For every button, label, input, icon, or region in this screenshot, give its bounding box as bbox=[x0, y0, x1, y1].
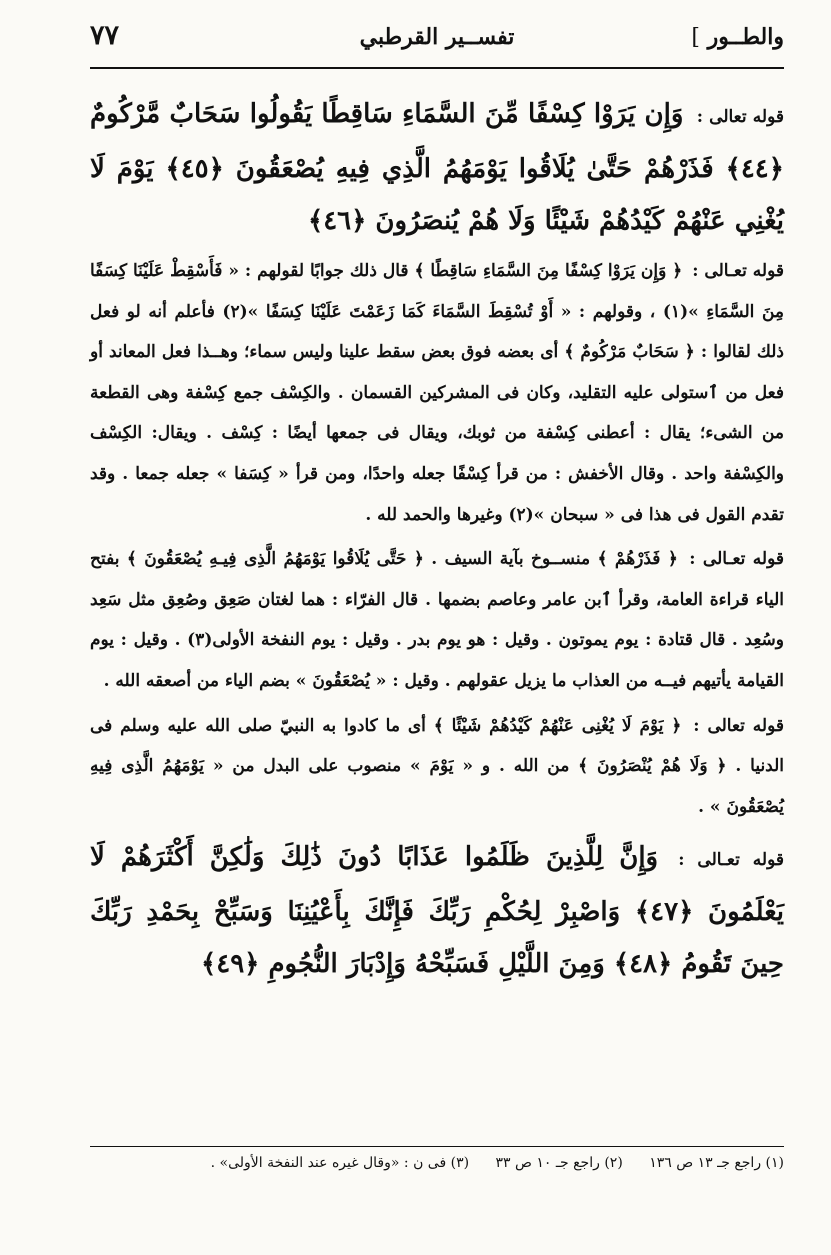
verse-lead: قوله تعالى : bbox=[696, 107, 784, 127]
commentary-text: ﴿ يَوْمَ لَا يُغْنِى عَنْهُمْ كَيْدُهُمْ شَيْئًا ﴾ أى ما كادوا به النبيّ صلى الله عليه وسلم فى الدنيا . ﴿ وَلَا هُمْ يُنْصَرُونَ ﴾ من الله . و « يَوْمَ » منصوب على البدل من « يَوْمَهُمُ الَّذِى فِيهِ يُصْعَقُونَ » . bbox=[90, 715, 785, 817]
commentary-paragraph-3 bbox=[90, 706, 784, 828]
page-number: ٧٧ bbox=[90, 20, 120, 51]
header-divider bbox=[90, 67, 784, 69]
commentary-paragraph-1 bbox=[90, 251, 784, 535]
footnote-2: (٢) راجع جـ ١٠ ص ٣٣ bbox=[495, 1155, 623, 1171]
commentary-lead: قوله تعـالى : bbox=[692, 261, 785, 281]
commentary-paragraph-2 bbox=[90, 539, 784, 701]
verse-text: وَإِن يَرَوْا كِسْفًا مِّنَ السَّمَاءِ سَاقِطًا يَقُولُوا سَحَابٌ مَّرْكُومٌ ﴿٤٤﴾ فَذَرْهُمْ حَتَّىٰ يُلَاقُوا يَوْمَهُمُ الَّذِي فِيهِ يُصْعَقُونَ ﴿٤٥﴾ يَوْمَ لَا يُغْنِي عَنْهُمْ كَيْدُهُمْ شَيْئًا وَلَا هُمْ يُنصَرُونَ ﴿٤٦﴾ bbox=[90, 99, 784, 236]
verse-lead: قوله تعـالى : bbox=[678, 850, 784, 871]
commentary-text: ﴿ فَذَرْهُمْ ﴾ منســوخ بآية السيف . ﴿ حَتَّى يُلَاقُوا يَوْمَهُمُ الَّذِى فِيـهِ يُصْعَقُونَ ﴾ بفتح الياء قراءة العامة، وقرأ ٱبن عامر وعاصم بضمها . قال الفرّاء : هما لغتان صَعِق وصُعِق مثل سَعِد وسُعِد . قال قتادة : يوم يموتون . وقيل : هو يوم بدر . وقيل : يوم النفخة الأولى(٣) . وقيل : يوم القيامة يأتيهم فيــه من العذاب ما يزيل عقولهم . وقيل : « يُصْعَقُونَ » بضم الياء من أصعقه الله . bbox=[90, 549, 784, 691]
page-header bbox=[90, 14, 784, 66]
verse-text: وَإِنَّ لِلَّذِينَ ظَلَمُوا عَذَابًا دُونَ ذَٰلِكَ وَلَٰكِنَّ أَكْثَرَهُمْ لَا يَعْلَمُونَ ﴿٤٧﴾ وَاصْبِرْ لِحُكْمِ رَبِّكَ فَإِنَّكَ بِأَعْيُنِنَا وَسَبِّحْ بِحَمْدِ رَبِّكَ حِينَ تَقُومُ ﴿٤٨﴾ وَمِنَ اللَّيْلِ فَسَبِّحْهُ وَإِدْبَارَ النُّجُومِ ﴿٤٩﴾ bbox=[90, 842, 784, 980]
book-title: تفســير القرطبي bbox=[359, 24, 515, 50]
running-title-bracket: ] bbox=[691, 25, 700, 50]
commentary-lead: قوله تعـالى : bbox=[689, 549, 784, 570]
footnotes bbox=[90, 1152, 784, 1174]
page-body bbox=[90, 88, 784, 994]
footnote-divider bbox=[90, 1146, 784, 1147]
footnote-1: (١) راجع جـ ١٣ ص ١٣٦ bbox=[649, 1155, 784, 1171]
commentary-lead: قوله تعالى : bbox=[693, 715, 784, 736]
quran-verse-block-1 bbox=[90, 88, 784, 247]
footnote-3: (٣) فى ن : «وقال غيره عند النفخة الأولى» . bbox=[210, 1155, 470, 1171]
quran-verse-block-2 bbox=[90, 831, 784, 990]
commentary-text: ﴿ وَإِن يَرَوْا كِسْفًا مِنَ السَّمَاءِ سَاقِطًا ﴾ قال ذلك جوابًا لقولهم : « فَأَسْقِطْ عَلَيْنَا كِسَفًا مِنَ السَّمَاءِ »(١) ، وقولهم : « أَوْ تُسْقِطَ السَّمَاءَ كَمَا زَعَمْتَ عَلَيْنَا كِسَفًا »(٢) فأعلم أنه لو فعل ذلك لقالوا : ﴿ سَحَابٌ مَرْكُومٌ ﴾ أى بعضه فوق بعض سقط علينا وليس سماء؛ وهــذا فعل المعاند أو فعل من ٱستولى عليه التقليد، وكان فى المشركين القسمان . والكِسْف جمع كِسْفة وهى القطعة من الشىء؛ يقال : أعطنى كِسْفة من ثوبك، ويقال فى جمعها أيضًا : كِسْف . ويقال: الكِسْف والكِسْفة واحد . وقال الأخفش : من قرأ كِسْفًا جعله واحدًا، ومن قرأ « كِسَفا » جعله جمعا . وقد تقدم القول فى هذا فى « سبحان »(٢) وغيرها والحمد لله . bbox=[90, 261, 784, 525]
running-title-text: والطــور bbox=[707, 24, 784, 50]
